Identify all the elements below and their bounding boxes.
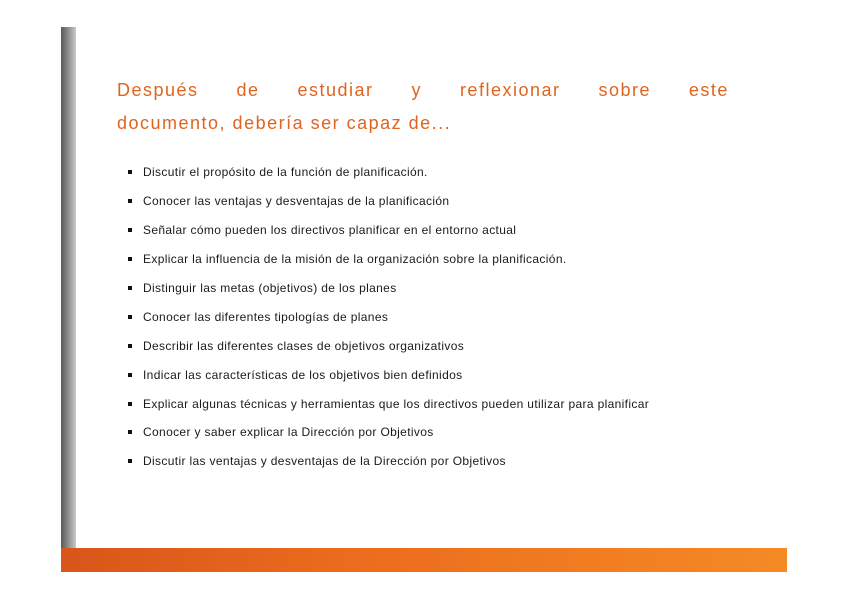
list-item-text: Conocer y saber explicar la Dirección por Objetivos	[143, 425, 434, 439]
list-item-text: Conocer las diferentes tipologías de planes	[143, 310, 389, 324]
list-item-text: Distinguir las metas (objetivos) de los planes	[143, 281, 397, 295]
title-line-2: documento, debería ser capaz de...	[117, 113, 452, 133]
bullet-icon	[128, 228, 132, 232]
list-item	[125, 368, 765, 382]
bullet-icon	[128, 373, 132, 377]
title-line-1	[117, 74, 729, 107]
list-item-text: Discutir las ventajas y desventajas de la Dirección por Objetivos	[143, 454, 506, 468]
objectives-list	[125, 165, 765, 483]
list-item-text: Describir las diferentes clases de objetivos organizativos	[143, 339, 465, 353]
list-item	[125, 425, 765, 439]
list-item-text: Explicar algunas técnicas y herramientas que los directivos pueden utilizar para planificar	[143, 397, 650, 411]
title-word: estudiar	[297, 80, 374, 100]
title-word: de	[236, 80, 260, 100]
list-item	[125, 310, 765, 324]
title-word: este	[688, 80, 729, 100]
list-item	[125, 397, 765, 411]
bullet-icon	[128, 459, 132, 463]
title-word: reflexionar	[459, 80, 561, 100]
left-decorative-bar	[61, 27, 76, 572]
list-item-text: Conocer las ventajas y desventajas de la planificación	[143, 194, 450, 208]
bullet-icon	[128, 315, 132, 319]
list-item	[125, 281, 765, 295]
list-item	[125, 223, 765, 237]
list-item	[125, 252, 765, 266]
title-word: sobre	[598, 80, 651, 100]
bottom-accent-bar	[61, 548, 787, 572]
list-item-text: Señalar cómo pueden los directivos planificar en el entorno actual	[143, 223, 517, 237]
list-item-text: Explicar la influencia de la misión de la organización sobre la planificación.	[143, 252, 567, 266]
list-item-text: Discutir el propósito de la función de planificación.	[143, 165, 428, 179]
list-item	[125, 194, 765, 208]
bullet-icon	[128, 430, 132, 434]
list-item	[125, 165, 765, 179]
bullet-icon	[128, 257, 132, 261]
bullet-icon	[128, 402, 132, 406]
bullet-icon	[128, 344, 132, 348]
title-word: y	[411, 80, 422, 100]
list-item	[125, 454, 765, 468]
list-item-text: Indicar las características de los objetivos bien definidos	[143, 368, 463, 382]
bullet-icon	[128, 170, 132, 174]
title-word: Después	[117, 80, 199, 100]
bullet-icon	[128, 286, 132, 290]
list-item	[125, 339, 765, 353]
slide-title	[117, 74, 737, 140]
bullet-icon	[128, 199, 132, 203]
